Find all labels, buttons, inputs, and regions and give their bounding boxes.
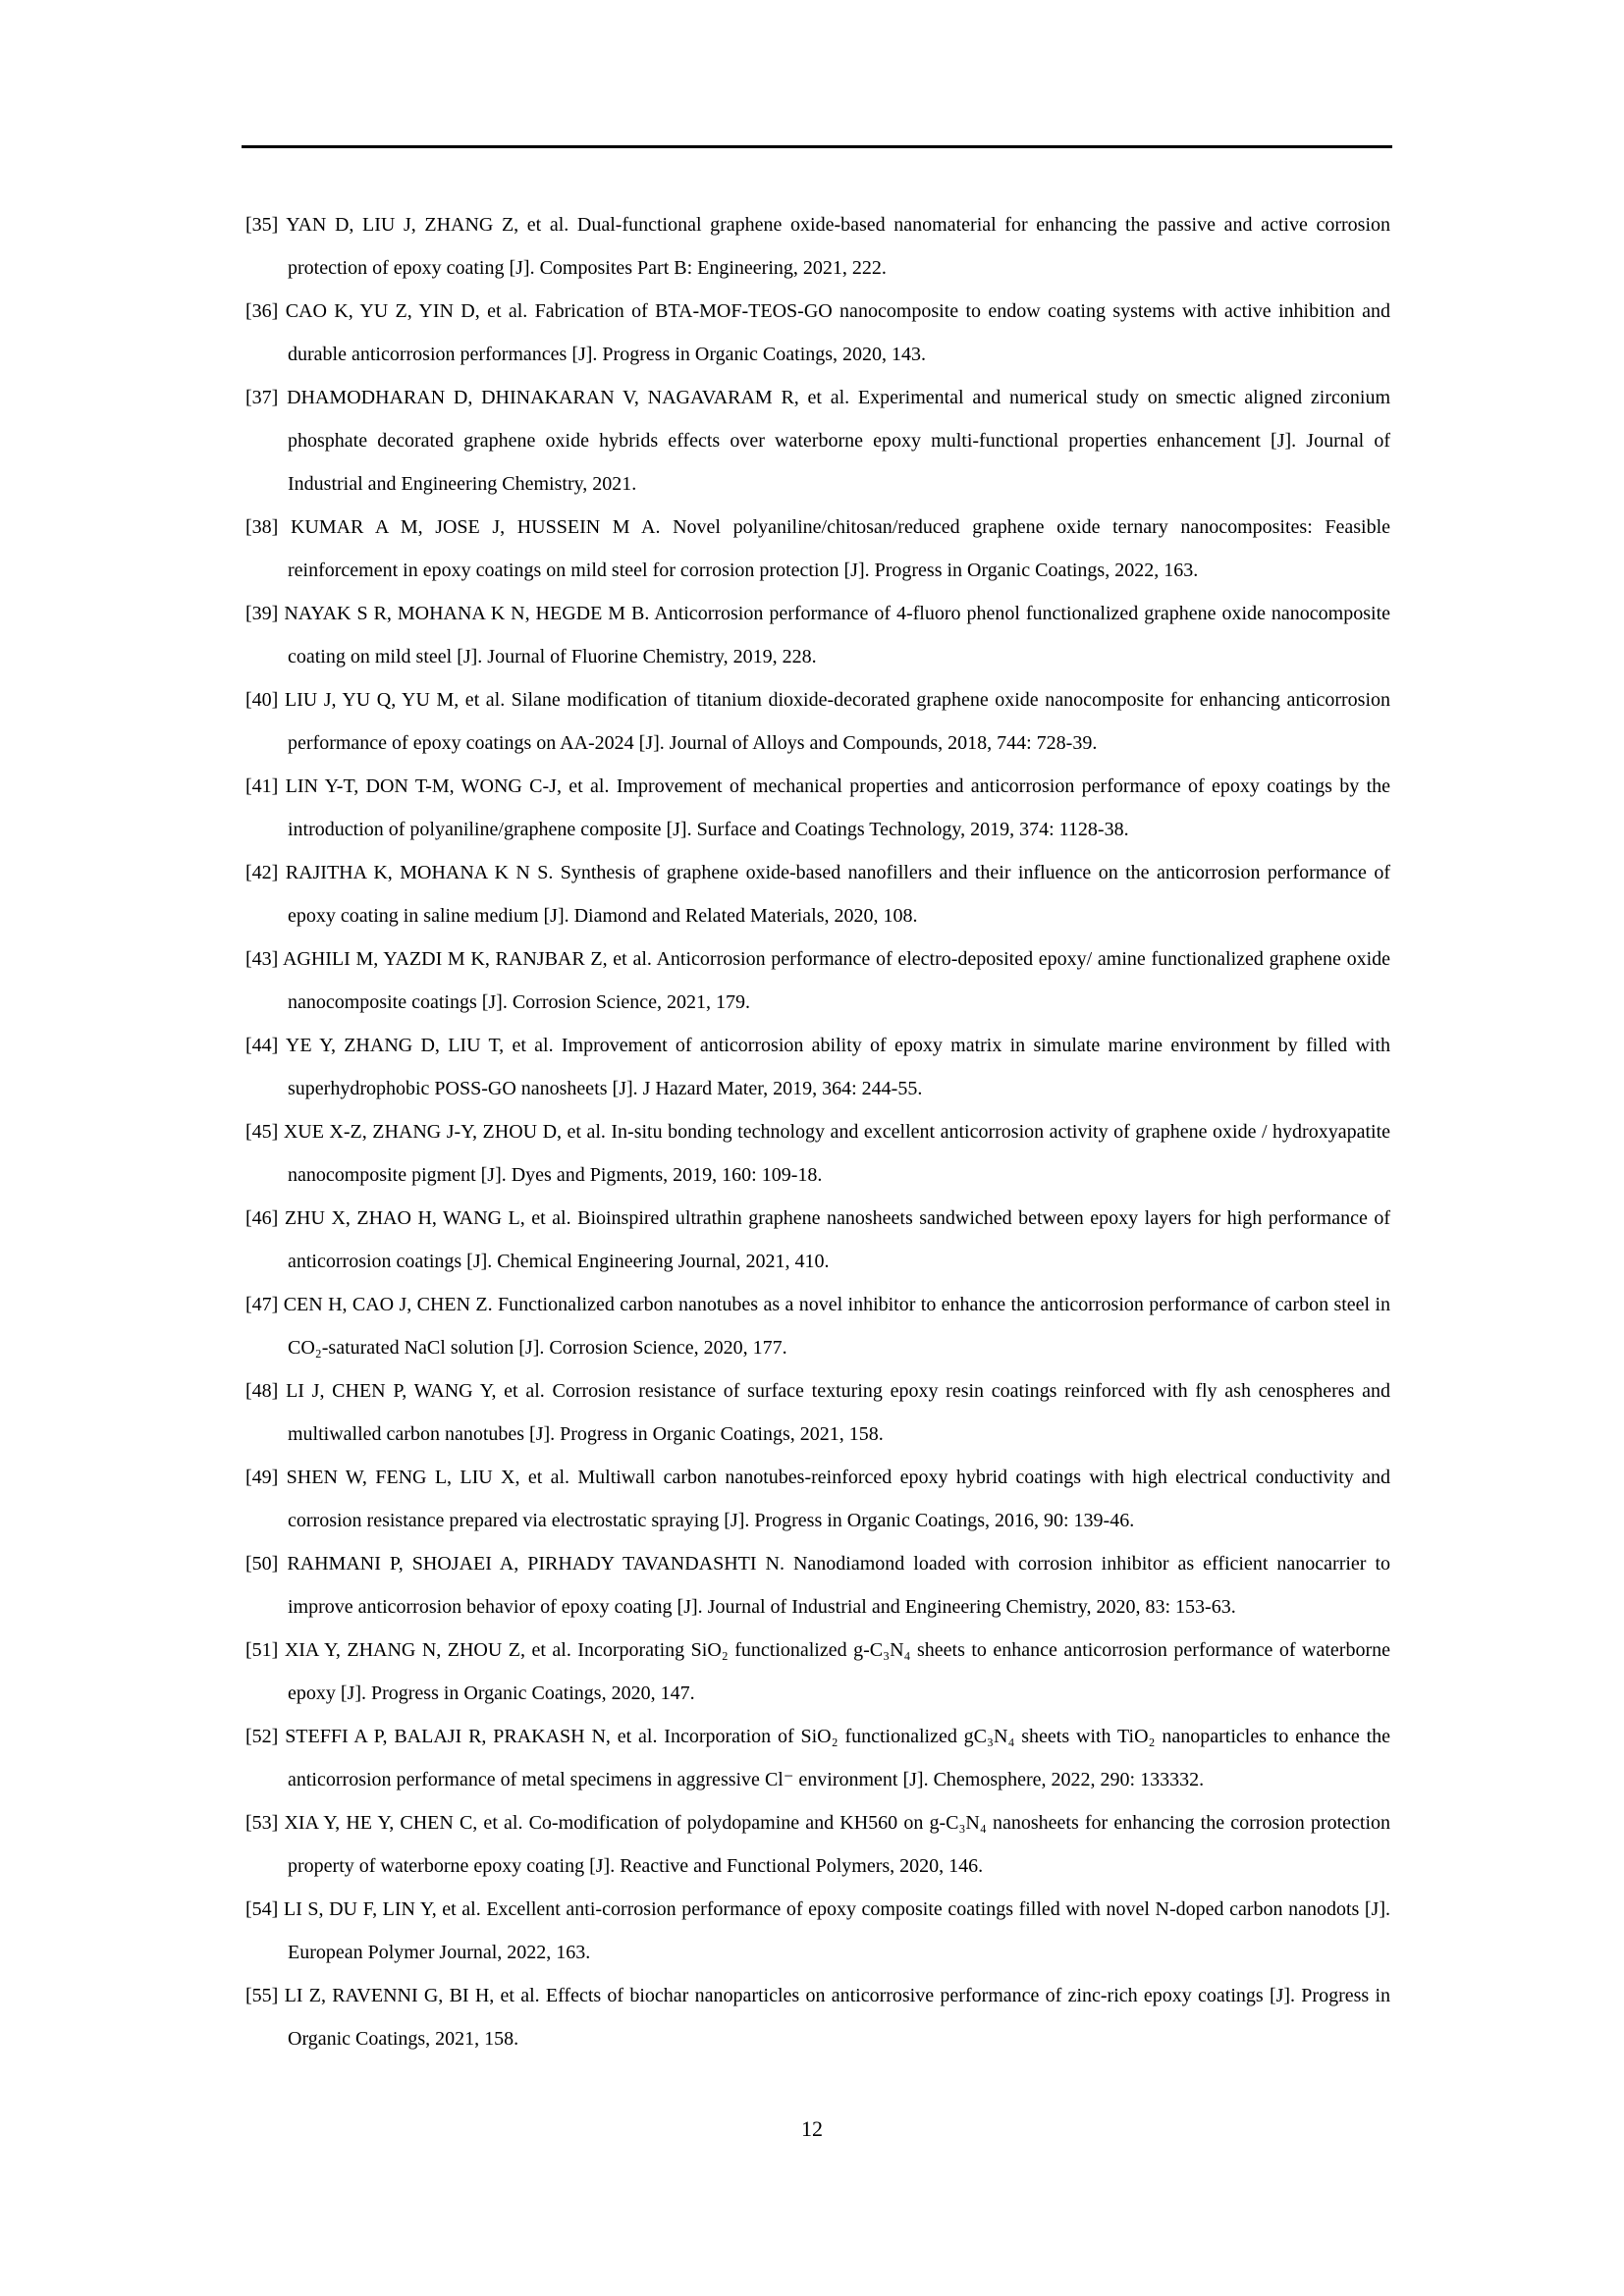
reference-item: [42] RAJITHA K, MOHANA K N S. Synthesis of graphene oxide-based nanofillers and their influence on the anticorrosion performance of epoxy coating in saline medium [J]. Diamond and Related Materials, 2020, 108. <box>245 862 1390 927</box>
reference-item: [35] YAN D, LIU J, ZHANG Z, et al. Dual-functional graphene oxide-based nanomaterial for enhancing the passive and active corrosion protection of epoxy coating [J]. Composites Part B: Engineering, 2021, 222. <box>245 214 1390 279</box>
reference-item: [46] ZHU X, ZHAO H, WANG L, et al. Bioinspired ultrathin graphene nanosheets sandwiched between epoxy layers for high performance of anticorrosion coatings [J]. Chemical Engineering Journal, 2021, 410. <box>245 1207 1391 1272</box>
reference-item: [36] CAO K, YU Z, YIN D, et al. Fabrication of BTA-MOF-TEOS-GO nanocomposite to endow coating systems with active inhibition and durable anticorrosion performances [J]. Progress in Organic Coatings, 2020, 143. <box>245 300 1391 365</box>
reference-list <box>245 203 1390 2060</box>
reference-item: [43] AGHILI M, YAZDI M K, RANJBAR Z, et al. Anticorrosion performance of electro-deposited epoxy/ amine functionalized graphene oxide nanocomposite coatings [J]. Corrosion Science, 2021, 179. <box>245 948 1391 1013</box>
reference-item: [53] XIA Y, HE Y, CHEN C, et al. Co-modification of polydopamine and KH560 on g-C₃N₄ nanosheets for enhancing the corrosion protection property of waterborne epoxy coating [J]. Reactive and Functional Polymers, 2020, 146. <box>245 1812 1391 1877</box>
reference-item: [38] KUMAR A M, JOSE J, HUSSEIN M A. Novel polyaniline/chitosan/reduced graphene oxide ternary nanocomposites: Feasible reinforcement in epoxy coatings on mild steel for corrosion protection [J]. Progress in Organic Coatings, 2022, 163. <box>245 516 1391 581</box>
header-rule <box>242 145 1392 148</box>
reference-item: [49] SHEN W, FENG L, LIU X, et al. Multiwall carbon nanotubes-reinforced epoxy hybrid coatings with high electrical conductivity and corrosion resistance prepared via electrostatic spraying [J]. Progress in Organic Coatings, 2016, 90: 139-46. <box>245 1467 1390 1531</box>
page-number: 12 <box>801 2116 823 2141</box>
reference-item: [44] YE Y, ZHANG D, LIU T, et al. Improvement of anticorrosion ability of epoxy matrix in simulate marine environment by filled with superhydrophobic POSS-GO nanosheets [J]. J Hazard Mater, 2019, 364: 244-55. <box>245 1035 1391 1099</box>
reference-item: [45] XUE X-Z, ZHANG J-Y, ZHOU D, et al. In-situ bonding technology and excellent anticorrosion activity of graphene oxide / hydroxyapatite nanocomposite pigment [J]. Dyes and Pigments, 2019, 160: 109-18. <box>245 1121 1390 1186</box>
reference-item: [51] XIA Y, ZHANG N, ZHOU Z, et al. Incorporating SiO₂ functionalized g-C₃N₄ sheets to enhance anticorrosion performance of waterborne epoxy [J]. Progress in Organic Coatings, 2020, 147. <box>245 1639 1390 1704</box>
reference-item: [54] LI S, DU F, LIN Y, et al. Excellent anti-corrosion performance of epoxy composite coatings filled with novel N-doped carbon nanodots [J]. European Polymer Journal, 2022, 163. <box>245 1898 1391 1963</box>
reference-item: [52] STEFFI A P, BALAJI R, PRAKASH N, et al. Incorporation of SiO₂ functionalized gC₃N₄ sheets with TiO₂ nanoparticles to enhance the anticorrosion performance of metal specimens in aggressive Cl⁻ environment [J]. Chemosphere, 2022, 290: 133332. <box>245 1726 1391 1790</box>
reference-item: [39] NAYAK S R, MOHANA K N, HEGDE M B. Anticorrosion performance of 4-fluoro phenol functionalized graphene oxide nanocomposite coating on mild steel [J]. Journal of Fluorine Chemistry, 2019, 228. <box>245 603 1391 667</box>
reference-item: [41] LIN Y-T, DON T-M, WONG C-J, et al. Improvement of mechanical properties and anticorrosion performance of epoxy coatings by the introduction of polyaniline/graphene composite [J]. Surface and Coatings Technology, 2019, 374: 1128-38. <box>245 775 1390 840</box>
reference-item: [37] DHAMODHARAN D, DHINAKARAN V, NAGAVARAM R, et al. Experimental and numerical study on smectic aligned zirconium phosphate decorated graphene oxide hybrids effects over waterborne epoxy multi-functional properties enhancement [J]. Journal of Industrial and Engineering Chemistry, 2021. <box>245 387 1390 495</box>
reference-item: [47] CEN H, CAO J, CHEN Z. Functionalized carbon nanotubes as a novel inhibitor to enhance the anticorrosion performance of carbon steel in CO₂-saturated NaCl solution [J]. Corrosion Science, 2020, 177. <box>245 1294 1391 1359</box>
reference-item: [55] LI Z, RAVENNI G, BI H, et al. Effects of biochar nanoparticles on anticorrosive performance of zinc-rich epoxy coatings [J]. Progress in Organic Coatings, 2021, 158. <box>245 1985 1391 2050</box>
reference-item: [48] LI J, CHEN P, WANG Y, et al. Corrosion resistance of surface texturing epoxy resin coatings reinforced with fly ash cenospheres and multiwalled carbon nanotubes [J]. Progress in Organic Coatings, 2021, 158. <box>245 1380 1391 1445</box>
reference-item: [40] LIU J, YU Q, YU M, et al. Silane modification of titanium dioxide-decorated graphene oxide nanocomposite for enhancing anticorrosion performance of epoxy coatings on AA-2024 [J]. Journal of Alloys and Compounds, 2018, 744: 728-39. <box>245 689 1391 754</box>
reference-item: [50] RAHMANI P, SHOJAEI A, PIRHADY TAVANDASHTI N. Nanodiamond loaded with corrosion inhibitor as efficient nanocarrier to improve anticorrosion behavior of epoxy coating [J]. Journal of Industrial and Engineering Chemistry, 2020, 83: 153-63. <box>245 1553 1391 1618</box>
